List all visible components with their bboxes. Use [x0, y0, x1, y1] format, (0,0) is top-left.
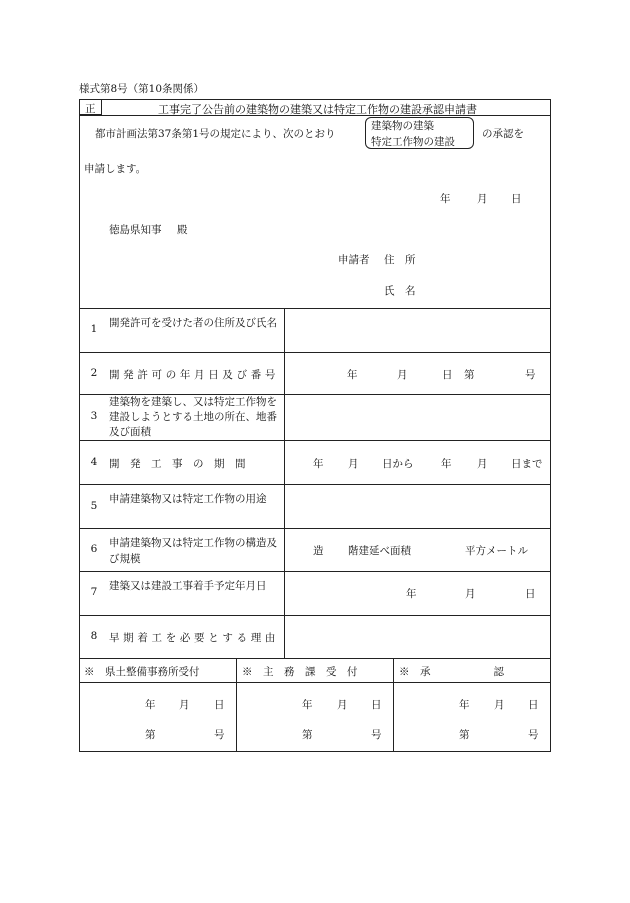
row4-to: 日まで — [511, 458, 543, 470]
form-number-label: 様式第8号（第10条関係） — [79, 83, 205, 95]
office-go: 号 — [371, 729, 382, 741]
row6-structure: 造 — [313, 545, 324, 557]
row-divider — [79, 528, 551, 529]
row-number: 6 — [90, 543, 98, 555]
column-divider — [393, 658, 394, 752]
row-label: 開発許可の年月日及び番号 — [109, 369, 280, 381]
row2-dai: 第 — [464, 369, 475, 381]
office-header-approval: ※ 承 認 — [399, 666, 504, 678]
office-header-dept: ※ 主 務 課 受 付 — [242, 666, 358, 678]
row-number: 8 — [90, 630, 98, 642]
row-label: 建築又は建設工事着手予定年月日 — [109, 580, 267, 592]
office-go: 号 — [214, 729, 225, 741]
row-label: 開発許可を受けた者の住所及び氏名 — [109, 317, 277, 329]
row2-year: 年 — [347, 369, 358, 381]
row-label: 申請建築物又は特定工作物の構造及び規模 — [109, 537, 277, 565]
column-divider — [236, 658, 237, 752]
row-divider — [79, 682, 551, 683]
date-day: 日 — [511, 193, 522, 205]
title-divider — [79, 115, 551, 116]
office-day: 日 — [528, 699, 539, 711]
office-header-receipt: ※ 県土整備事務所受付 — [84, 666, 200, 678]
office-month: 月 — [179, 699, 190, 711]
row4-from: 日から — [382, 458, 414, 470]
row-divider — [79, 658, 551, 659]
office-dai: 第 — [145, 729, 156, 741]
row6-unit: 平方メートル — [465, 545, 528, 557]
row-label: 申請建築物又は特定工作物の用途 — [109, 493, 267, 505]
office-year: 年 — [145, 699, 156, 711]
row-number: 7 — [90, 586, 98, 598]
row-label: 建築物を建築し、又は特定工作物を建設しようとする土地の所在、地番及び面積 — [109, 396, 277, 438]
row-number: 1 — [90, 323, 98, 335]
sho-mark: 正 — [85, 103, 96, 115]
row7-month: 月 — [465, 588, 476, 600]
office-dai: 第 — [459, 729, 470, 741]
row-divider — [79, 440, 551, 441]
row-number: 2 — [90, 367, 98, 379]
office-day: 日 — [214, 699, 225, 711]
row2-go: 号 — [525, 369, 536, 381]
date-year: 年 — [440, 193, 451, 205]
row-number: 4 — [90, 456, 98, 468]
form-title: 工事完了公告前の建築物の建築又は特定工作物の建設承認申請書 — [158, 103, 477, 116]
row7-day: 日 — [525, 588, 536, 600]
row2-month: 月 — [397, 369, 408, 381]
row4-month-start: 月 — [348, 458, 359, 470]
option-structure: 特定工作物の建設 — [371, 136, 455, 148]
row-label: 開 発 工 事 の 期 間 — [109, 458, 246, 470]
row2-day: 日 — [442, 369, 453, 381]
option-building: 建築物の建築 — [371, 120, 434, 132]
applicant-name-label: 氏 名 — [384, 285, 416, 297]
addressee-honorific: 殿 — [177, 224, 188, 236]
row4-year-start: 年 — [313, 458, 324, 470]
intro-line1-prefix: 都市計画法第37条第1号の規定により、次のとおり — [95, 128, 336, 140]
office-year: 年 — [302, 699, 313, 711]
row4-year-end: 年 — [441, 458, 452, 470]
intro-line2: 申請します。 — [84, 163, 147, 175]
office-year: 年 — [459, 699, 470, 711]
row4-month-end: 月 — [477, 458, 488, 470]
intro-line1-suffix: の承認を — [482, 128, 524, 140]
row7-year: 年 — [406, 588, 417, 600]
office-dai: 第 — [302, 729, 313, 741]
row-number: 3 — [90, 410, 98, 422]
row-divider — [79, 308, 551, 309]
addressee-name: 徳島県知事 — [109, 224, 162, 236]
row-divider — [79, 615, 551, 616]
applicant-label: 申請者 — [338, 254, 370, 266]
row-label: 早期着工を必要とする理由 — [109, 632, 280, 644]
column-divider — [284, 308, 285, 658]
office-day: 日 — [371, 699, 382, 711]
row-divider — [79, 571, 551, 572]
office-month: 月 — [337, 699, 348, 711]
row-number: 5 — [90, 500, 98, 512]
date-month: 月 — [477, 193, 488, 205]
office-month: 月 — [494, 699, 505, 711]
row-divider — [79, 484, 551, 485]
applicant-address-label: 住 所 — [384, 254, 416, 266]
row6-floors-area: 階建延べ面積 — [348, 545, 411, 557]
office-go: 号 — [528, 729, 539, 741]
row-divider — [79, 352, 551, 353]
